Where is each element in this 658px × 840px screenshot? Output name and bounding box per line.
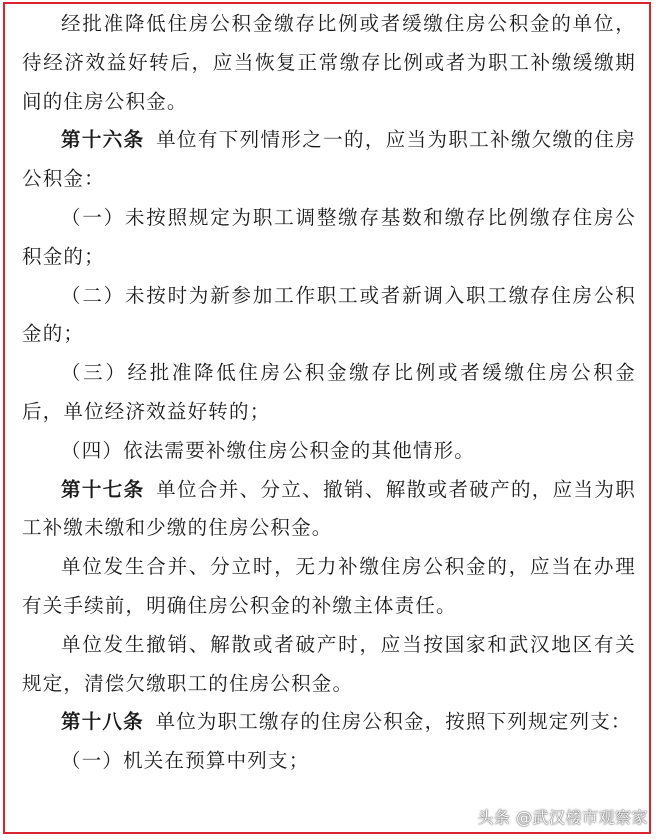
paragraph: 单位发生合并、分立时，无力补缴住房公积金的，应当在办理有关手续前，明确住房公积金的补缴主体责任。	[22, 555, 636, 617]
article-number: 第十八条	[61, 710, 144, 734]
list-item: （四）依法需要补缴住房公积金的其他情形。	[61, 438, 476, 462]
list-item: （一）未按照规定为职工调整缴存基数和缴存比例缴存住房公积金的；	[22, 205, 636, 268]
watermark: 头条 @武汉楼市观察家	[477, 808, 648, 827]
regulation-text	[22, 5, 636, 781]
article-16: 第十六条 单位有下列情形之一的，应当为职工补缴欠缴的住房公积金：	[22, 128, 636, 191]
article-17: 第十七条 单位合并、分立、撤销、解散或者破产的，应当为职工补缴未缴和少缴的住房公积金。	[22, 477, 636, 540]
list-item: （二）未按时为新参加工作职工或者新调入职工缴存住房公积金的；	[22, 283, 636, 346]
paragraph: 经批准降低住房公积金缴存比例或者缓缴住房公积金的单位，待经济效益好转后，应当恢复正常缴存比例或者为职工补缴缓缴期间的住房公积金。	[22, 12, 636, 113]
article-number: 第十六条	[61, 128, 145, 152]
article-18: 第十八条 单位为职工缴存的住房公积金，按照下列规定列支：	[61, 710, 632, 734]
list-item: （三）经批准降低住房公积金缴存比例或者缓缴住房公积金后，单位经济效益好转的；	[22, 361, 636, 423]
paragraph: 单位发生撤销、解散或者破产时，应当按国家和武汉地区有关规定，清偿欠缴职工的住房公积金。	[22, 632, 636, 695]
article-number: 第十七条	[61, 477, 145, 501]
list-item: （一）机关在预算中列支；	[61, 749, 310, 773]
